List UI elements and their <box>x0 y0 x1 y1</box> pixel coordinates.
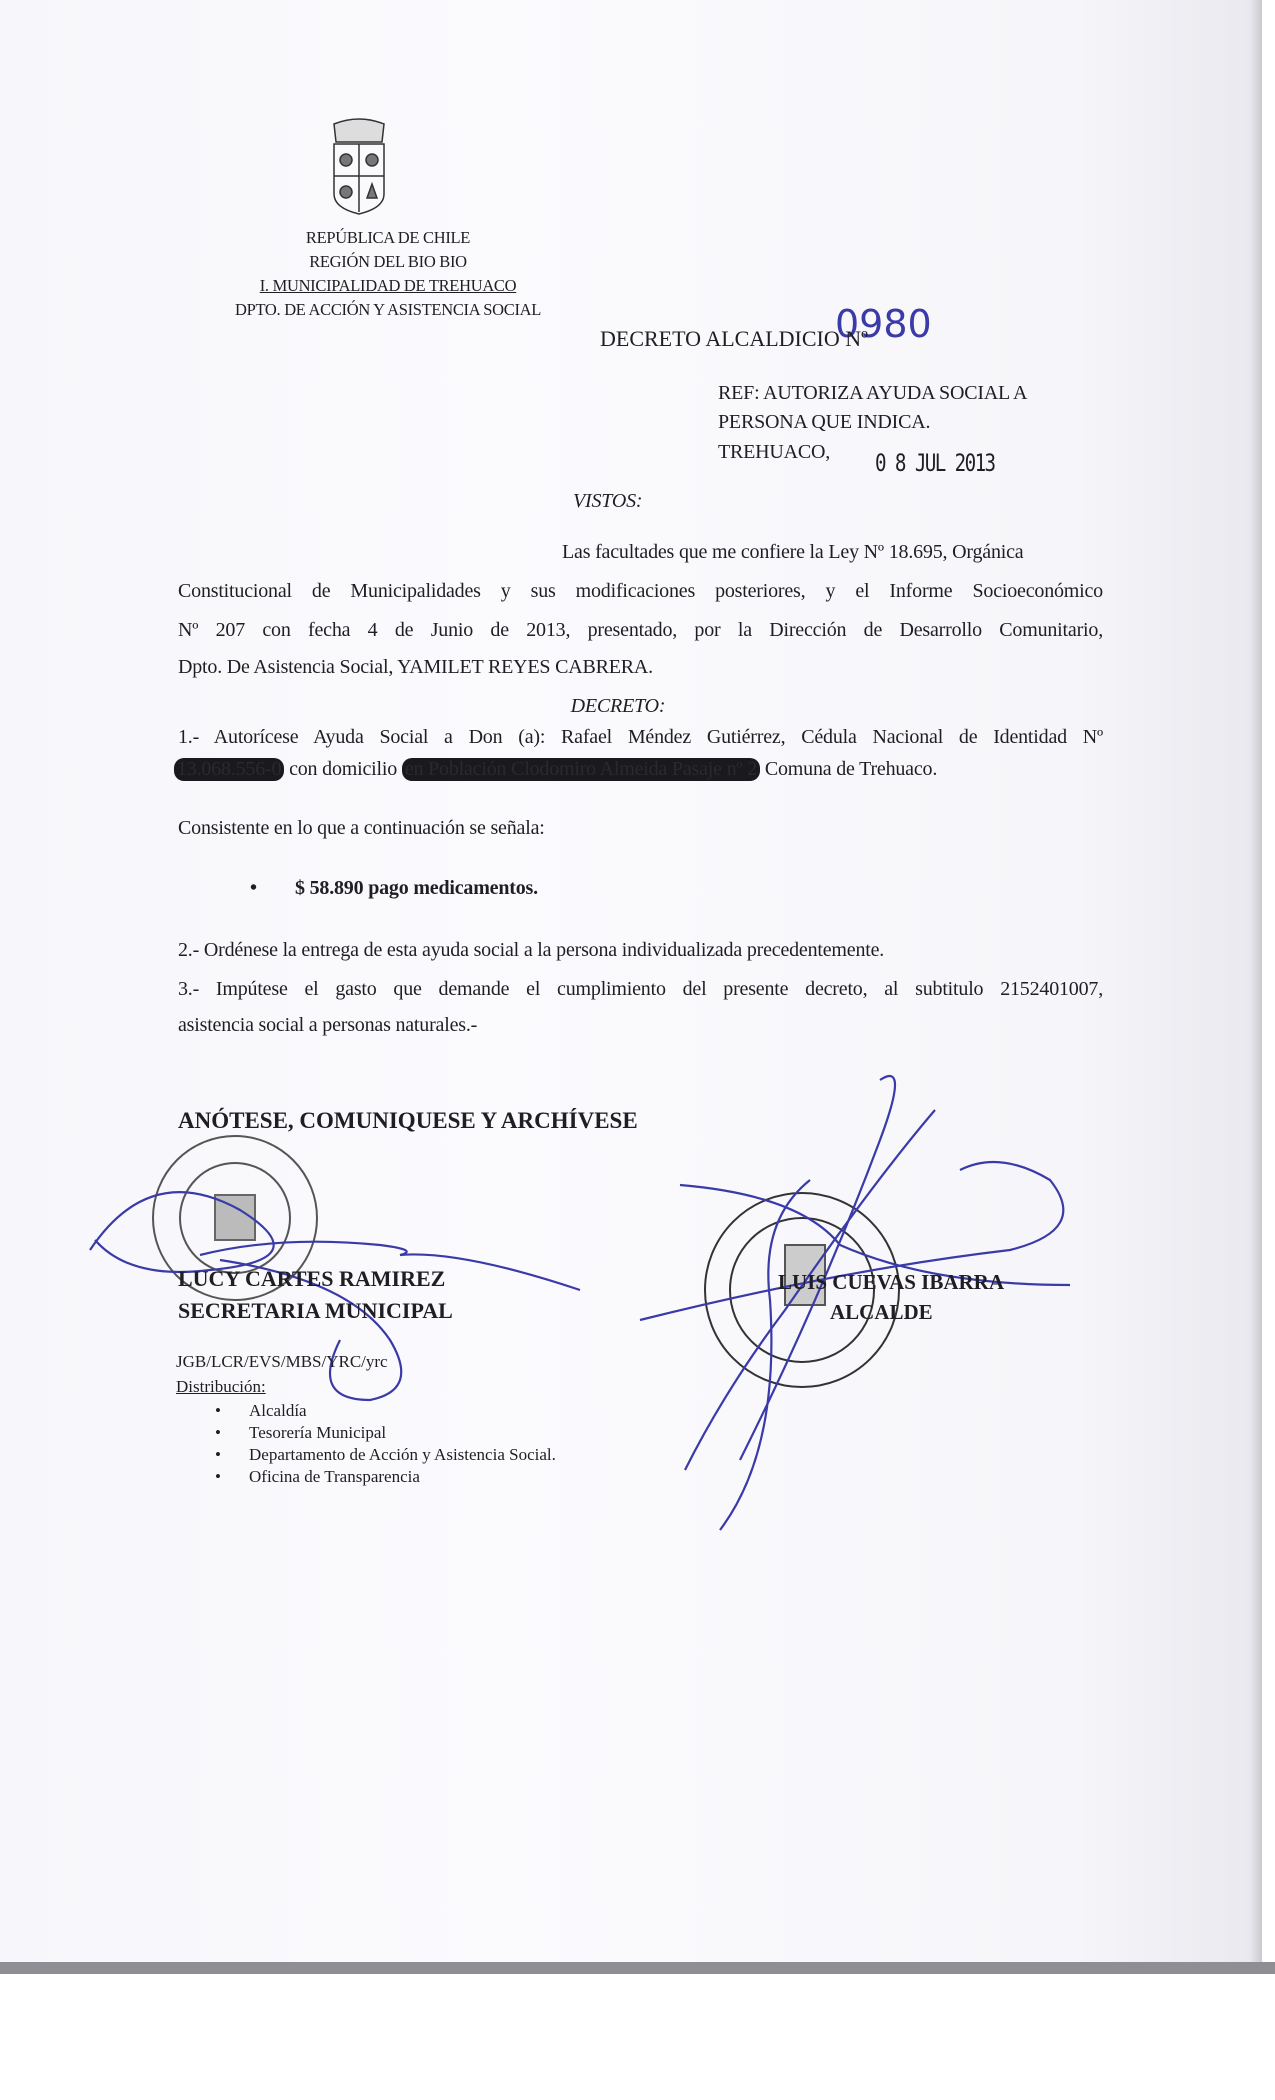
consistente-line: Consistente en lo que a continuación se señala: <box>178 817 545 839</box>
vistos-heading: VISTOS: <box>573 490 643 512</box>
ref-place: TREHUACO, <box>718 441 831 463</box>
left-signer-name: LUCY CARTES RAMIREZ <box>178 1266 446 1291</box>
decreto-item-3: 3.- Impútese el gasto que demande el cumplimiento del presente decreto, al subtitulo 2152401007, <box>178 978 1103 1000</box>
bullet: • <box>250 877 257 899</box>
distribution-item: • Departamento de Acción y Asistencia Social. <box>215 1445 556 1464</box>
vistos-line-4: Dpto. De Asistencia Social, YAMILET REYES CABRERA. <box>178 656 653 678</box>
right-signer-role: ALCALDE <box>830 1300 933 1324</box>
decree-title: DECRETO ALCALDICIO Nº <box>600 326 868 351</box>
distribution-label: Distribución: <box>176 1377 266 1396</box>
decreto-item-1: 1.- Autorícese Ayuda Social a Don (a): Rafael Méndez Gutiérrez, Cédula Nacional de Identidad Nº <box>178 726 1103 748</box>
decree-number-handwritten: 0980 <box>835 302 932 346</box>
distribution-item: • Oficina de Transparencia <box>215 1467 420 1486</box>
right-signer-name: LUIS CUEVAS IBARRA <box>778 1270 1005 1294</box>
vistos-line-2: Constitucional de Municipalidades y sus modificaciones posteriores, y el Informe Socioeconómico <box>178 580 1103 602</box>
coat-of-arms-icon <box>334 119 384 214</box>
vistos-line-1: Las facultades que me confiere la Ley Nº 18.695, Orgánica <box>562 541 1024 563</box>
ref-line-2: PERSONA QUE INDICA. <box>718 411 931 433</box>
decreto-item-1-cont <box>174 758 937 781</box>
distribution-item: • Alcaldía <box>215 1401 307 1420</box>
decreto-heading: DECRETO: <box>570 695 666 717</box>
text: Tesorería Municipal <box>249 1423 387 1442</box>
aid-item: $ 58.890 pago medicamentos. <box>295 877 538 899</box>
distribution-item: • Tesorería Municipal <box>215 1423 387 1442</box>
initials: JGB/LCR/EVS/MBS/YRC/yrc <box>176 1352 388 1371</box>
text: Alcaldía <box>249 1401 307 1420</box>
text: Departamento de Acción y Asistencia Social. <box>249 1445 556 1464</box>
text: Oficina de Transparencia <box>249 1467 420 1486</box>
vistos-line-3: Nº 207 con fecha 4 de Junio de 2013, presentado, por la Dirección de Desarrollo Comunitario, <box>178 619 1103 641</box>
decreto-item-3-cont: asistencia social a personas naturales.- <box>178 1014 478 1036</box>
left-signer-role: SECRETARIA MUNICIPAL <box>178 1298 453 1323</box>
closing-formula: ANÓTESE, COMUNIQUESE Y ARCHÍVESE <box>178 1108 638 1133</box>
header-department: DPTO. DE ACCIÓN Y ASISTENCIA SOCIAL <box>234 300 542 319</box>
decreto-item-2: 2.- Ordénese la entrega de esta ayuda social a la persona individualizada precedentemente. <box>178 939 885 961</box>
text: con domicilio <box>289 758 398 780</box>
date-stamp: 0 8 JUL 2013 <box>875 449 995 477</box>
header-region: REGIÓN DEL BIO BIO <box>309 252 467 271</box>
header-municipality: I. MUNICIPALIDAD DE TREHUACO <box>259 276 517 295</box>
redacted-id: 13.068.556-0 <box>174 758 284 781</box>
ref-line-1: REF: AUTORIZA AYUDA SOCIAL A <box>718 382 1028 404</box>
header-country: REPÚBLICA DE CHILE <box>305 228 471 247</box>
text: Comuna de Trehuaco. <box>764 758 938 780</box>
redacted-address: en Población Clodomiro Almeida Pasaje nº 2 <box>402 758 760 781</box>
